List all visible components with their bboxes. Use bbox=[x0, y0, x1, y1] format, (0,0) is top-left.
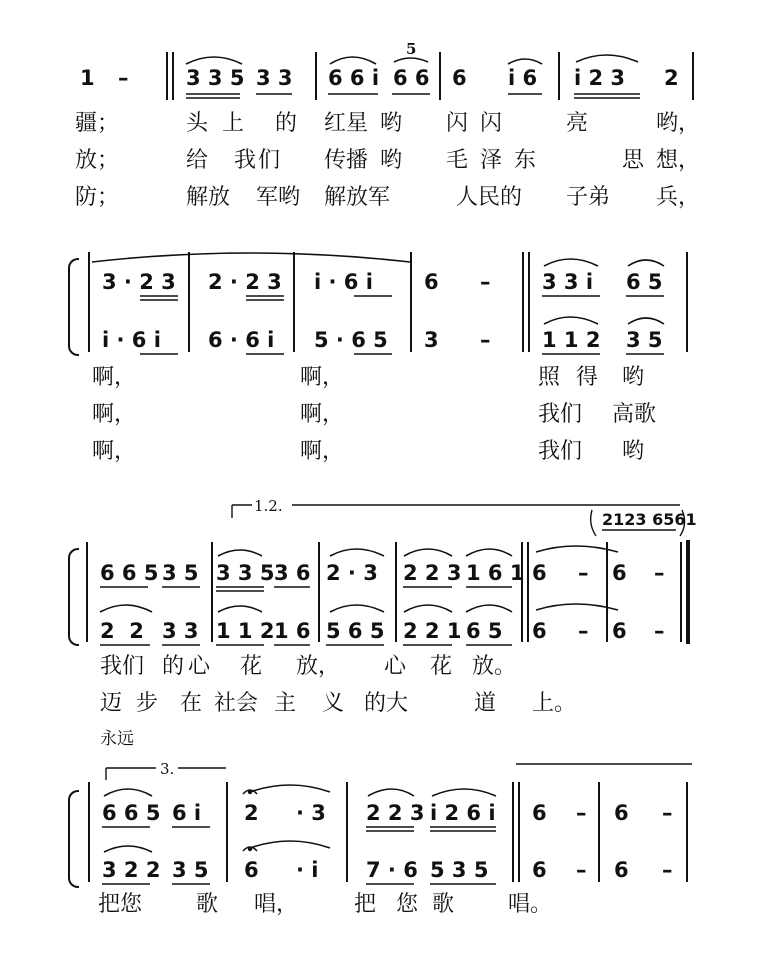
note-group: 6 6 5 bbox=[102, 801, 161, 825]
lyric: 我们 bbox=[538, 439, 583, 464]
dash-note: – bbox=[576, 858, 587, 882]
note: 6 bbox=[532, 619, 547, 643]
lyric: 传播 bbox=[324, 148, 369, 173]
fermata-note: 6 bbox=[244, 858, 259, 882]
lyric: 亮 bbox=[566, 111, 589, 136]
lyric: 的大 bbox=[364, 691, 409, 716]
lyric: 啊， bbox=[300, 402, 345, 427]
note-group: 2 · 3 bbox=[326, 561, 378, 585]
lyric: 您 bbox=[396, 892, 419, 917]
note-group: 2 2 3 bbox=[403, 561, 462, 585]
lyric: 心 bbox=[384, 654, 407, 679]
note-group: 6 6 5 bbox=[100, 561, 159, 585]
note: 6 bbox=[532, 858, 547, 882]
lyric: 哟 bbox=[622, 439, 645, 464]
lyric: 高歌 bbox=[612, 402, 657, 427]
lyric: 子弟 bbox=[566, 185, 611, 210]
note-group: 1 1 2 bbox=[542, 328, 601, 352]
volta-label: 3. bbox=[160, 760, 175, 778]
lyric: 我们 bbox=[234, 148, 283, 173]
lyric: 哟 bbox=[380, 148, 403, 173]
note: 6 bbox=[532, 801, 547, 825]
dash-note: – bbox=[480, 270, 491, 294]
note-group: i 6 bbox=[508, 66, 538, 90]
note-group: 1 6 1 bbox=[466, 561, 525, 585]
lyric: 唱， bbox=[254, 892, 299, 917]
lyric: 放； bbox=[75, 148, 120, 173]
note-group: 5 · 6 5 bbox=[314, 328, 388, 352]
note-group: 3 3 bbox=[256, 66, 293, 90]
note-group: 2 2 bbox=[100, 619, 144, 643]
note: 2 bbox=[664, 66, 679, 90]
note-group: · 3 bbox=[296, 801, 326, 825]
lyric: 啊， bbox=[300, 439, 345, 464]
note-group: 6 5 bbox=[626, 270, 663, 294]
note-group: 3 3 5 bbox=[216, 561, 275, 585]
lyric: 我们 bbox=[538, 402, 583, 427]
bracketed-ending-notes: 2123 6561 bbox=[602, 510, 697, 529]
lyric: 啊， bbox=[92, 439, 137, 464]
note-group: 3 5 bbox=[162, 561, 199, 585]
lyric: 想， bbox=[656, 148, 701, 173]
note-group: i 2 6 i bbox=[430, 801, 496, 825]
volta-label: 1.2. bbox=[254, 497, 283, 515]
note-group: 1 6 bbox=[274, 619, 311, 643]
note: 6 bbox=[452, 66, 467, 90]
lyric: 给 bbox=[186, 148, 209, 173]
lyric: 社会 bbox=[214, 691, 259, 716]
lyric: 解放 bbox=[186, 185, 231, 210]
lyric: 啊， bbox=[92, 365, 137, 390]
dash-note: – bbox=[576, 801, 587, 825]
note: 6 bbox=[614, 858, 629, 882]
dash-note: – bbox=[578, 561, 589, 585]
lyric: 把 bbox=[354, 892, 377, 917]
note-group: 1 1 2 bbox=[216, 619, 275, 643]
note-group: 6 6 bbox=[393, 66, 430, 90]
note-group: 3 · 2 3 bbox=[102, 270, 176, 294]
dash-note: – bbox=[118, 66, 129, 90]
lyric: 哟 bbox=[622, 365, 645, 390]
dash-note: – bbox=[662, 858, 673, 882]
lyric: 道 bbox=[474, 691, 497, 716]
lyric: 主 bbox=[274, 691, 297, 716]
note: 6 bbox=[424, 270, 439, 294]
lyric: 迈 bbox=[100, 691, 123, 716]
dash-note: – bbox=[662, 801, 673, 825]
note: 6 bbox=[612, 619, 627, 643]
note: 6 bbox=[612, 561, 627, 585]
note-group: i · 6 i bbox=[102, 328, 161, 352]
dash-note: – bbox=[654, 619, 665, 643]
note-group: 3 5 bbox=[172, 858, 209, 882]
note-group: 7 · 6 bbox=[366, 858, 418, 882]
lyric: 唱。 bbox=[508, 892, 553, 917]
lyric: 歌 bbox=[432, 892, 455, 917]
lyric: 兵， bbox=[656, 185, 701, 210]
note-group: 6 6 i bbox=[328, 66, 380, 90]
fermata-note: 2 bbox=[244, 801, 259, 825]
lyric: 花 bbox=[430, 654, 453, 679]
lyric: 上。 bbox=[532, 691, 577, 716]
lyric: 啊， bbox=[92, 402, 137, 427]
lyric: 哟， bbox=[656, 111, 701, 136]
note-group: 2 2 1 bbox=[403, 619, 462, 643]
lyric: 疆； bbox=[75, 111, 120, 136]
lyric: 把您 bbox=[98, 892, 143, 917]
lyric: 照得 bbox=[538, 365, 615, 390]
note: 1 bbox=[80, 66, 95, 90]
lyric: 步 bbox=[136, 691, 159, 716]
note-group: 3 3 bbox=[162, 619, 199, 643]
lyric: 毛泽东 bbox=[446, 148, 549, 173]
lyric: 在 bbox=[180, 691, 203, 716]
note-group: 3 2 2 bbox=[102, 858, 161, 882]
note-group: 3 6 bbox=[274, 561, 311, 585]
note-group: 5 3 5 bbox=[430, 858, 489, 882]
lyric: 义 bbox=[322, 691, 345, 716]
dash-note: – bbox=[654, 561, 665, 585]
note-group: 2 2 3 bbox=[366, 801, 425, 825]
lyric: 歌 bbox=[196, 892, 219, 917]
lyric: 头上 bbox=[186, 111, 259, 136]
lyric: 防； bbox=[75, 185, 120, 210]
lyric: 放， bbox=[296, 654, 341, 679]
lyric: 心 bbox=[188, 654, 211, 679]
note: 3 bbox=[424, 328, 439, 352]
note: 6 bbox=[532, 561, 547, 585]
note-group: i · 6 i bbox=[314, 270, 373, 294]
note-group: 6 5 bbox=[466, 619, 503, 643]
lyric: 放。 bbox=[472, 654, 517, 679]
note-group: 3 3 i bbox=[542, 270, 594, 294]
note: 6 bbox=[614, 801, 629, 825]
lyric: 人民的 bbox=[456, 185, 523, 210]
lyric: 红星 bbox=[324, 111, 369, 136]
dash-note: – bbox=[578, 619, 589, 643]
note-group: 5 6 5 bbox=[326, 619, 385, 643]
note-group: 6 i bbox=[172, 801, 202, 825]
note-group: i 2 3 bbox=[574, 66, 626, 90]
lyric: 思 bbox=[622, 148, 645, 173]
grace-note: 5 bbox=[406, 40, 417, 58]
lyric: 花 bbox=[240, 654, 263, 679]
dash-note: – bbox=[480, 328, 491, 352]
note-group: 3 5 bbox=[626, 328, 663, 352]
note-group: · i bbox=[296, 858, 319, 882]
note-group: 6 · 6 i bbox=[208, 328, 275, 352]
lyric: 解放军 bbox=[324, 185, 391, 210]
note-group: 2 · 2 3 bbox=[208, 270, 282, 294]
lyric: 我们 bbox=[100, 654, 145, 679]
lyric: 的 bbox=[162, 654, 185, 679]
lyric: 哟 bbox=[380, 111, 403, 136]
note-group: 3 3 5 bbox=[186, 66, 245, 90]
lyric: 啊， bbox=[300, 365, 345, 390]
lyric: 的 bbox=[275, 111, 298, 136]
lyric: 闪闪 bbox=[446, 111, 515, 136]
lyric: 军哟 bbox=[256, 185, 301, 210]
lyric: 永远 bbox=[100, 729, 134, 749]
